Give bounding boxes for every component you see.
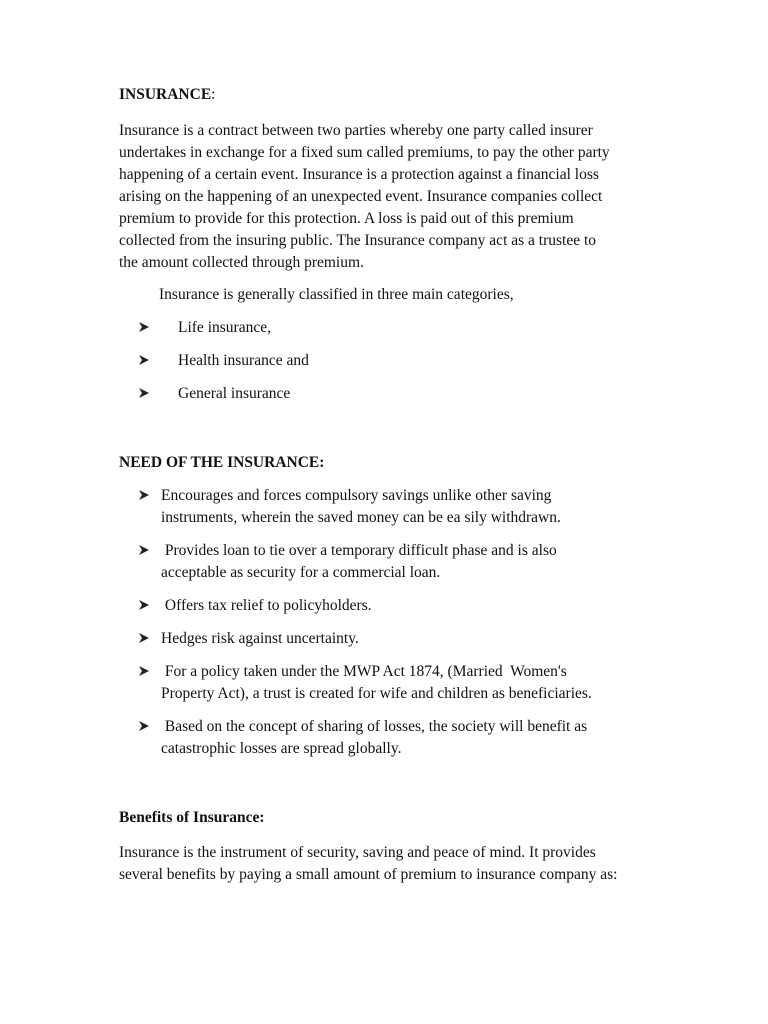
insurance-heading: [119, 84, 215, 106]
need-item-line: For a policy taken under the MWP Act 1874, (Married Women's: [161, 663, 567, 680]
insurance-paragraph: [119, 120, 679, 274]
arrowhead-bullet-icon: [138, 599, 152, 613]
need-list: [119, 485, 679, 760]
category-label: Life insurance,: [178, 319, 271, 336]
list-item: [119, 540, 679, 584]
category-label: General insurance: [178, 385, 291, 402]
arrowhead-bullet-icon: [138, 544, 152, 558]
paragraph-line: undertakes in exchange for a fixed sum called premiums, to pay the other party: [119, 144, 610, 161]
need-heading: NEED OF THE INSURANCE:: [119, 454, 325, 471]
list-item: [119, 595, 679, 617]
arrowhead-bullet-icon: [138, 354, 152, 368]
paragraph-line: the amount collected through premium.: [119, 254, 364, 271]
arrowhead-bullet-icon: [138, 720, 152, 734]
paragraph-line: arising on the happening of an unexpected event. Insurance companies collect: [119, 188, 603, 205]
categories-list: [119, 317, 679, 405]
list-item: [119, 485, 679, 529]
paragraph-line: premium to provide for this protection. A loss is paid out of this premium: [119, 210, 574, 227]
paragraph-line: collected from the insuring public. The Insurance company act as a trustee to: [119, 232, 597, 249]
paragraph-line: Insurance is a contract between two parties whereby one party called insurer: [119, 122, 593, 139]
list-item: [119, 628, 679, 650]
need-item-line: Provides loan to tie over a temporary difficult phase and is also: [161, 542, 557, 559]
list-item: [119, 383, 679, 405]
list-item: [119, 317, 679, 339]
paragraph-line: happening of a certain event. Insurance is a protection against a financial loss: [119, 166, 599, 183]
arrowhead-bullet-icon: [138, 632, 152, 646]
need-item-line: instruments, wherein the saved money can be ea sily withdrawn.: [161, 509, 561, 526]
category-label: Health insurance and: [178, 352, 309, 369]
insurance-heading-colon: :: [211, 86, 216, 103]
paragraph-line: several benefits by paying a small amount of premium to insurance company as:: [119, 866, 618, 883]
categories-intro: Insurance is generally classified in three main categories,: [159, 286, 514, 303]
list-item: [119, 716, 679, 760]
paragraph-line: Insurance is the instrument of security, saving and peace of mind. It provides: [119, 844, 596, 861]
need-item-line: Property Act), a trust is created for wife and children as beneficiaries.: [161, 685, 592, 702]
insurance-heading-text: INSURANCE: [119, 86, 212, 103]
need-item-line: Offers tax relief to policyholders.: [161, 597, 372, 614]
need-item-line: Encourages and forces compulsory savings unlike other saving: [161, 487, 552, 504]
benefits-heading: Benefits of Insurance:: [119, 809, 265, 826]
need-item-line: Based on the concept of sharing of losses, the society will benefit as: [161, 718, 588, 735]
benefits-paragraph: [119, 842, 679, 886]
list-item: [119, 661, 679, 705]
need-item-line: Hedges risk against uncertainty.: [161, 630, 359, 647]
need-item-line: catastrophic losses are spread globally.: [161, 740, 402, 757]
need-item-line: acceptable as security for a commercial loan.: [161, 564, 441, 581]
arrowhead-bullet-icon: [138, 489, 152, 503]
list-item: [119, 350, 679, 372]
arrowhead-bullet-icon: [138, 387, 152, 401]
arrowhead-bullet-icon: [138, 665, 152, 679]
arrowhead-bullet-icon: [138, 321, 152, 335]
